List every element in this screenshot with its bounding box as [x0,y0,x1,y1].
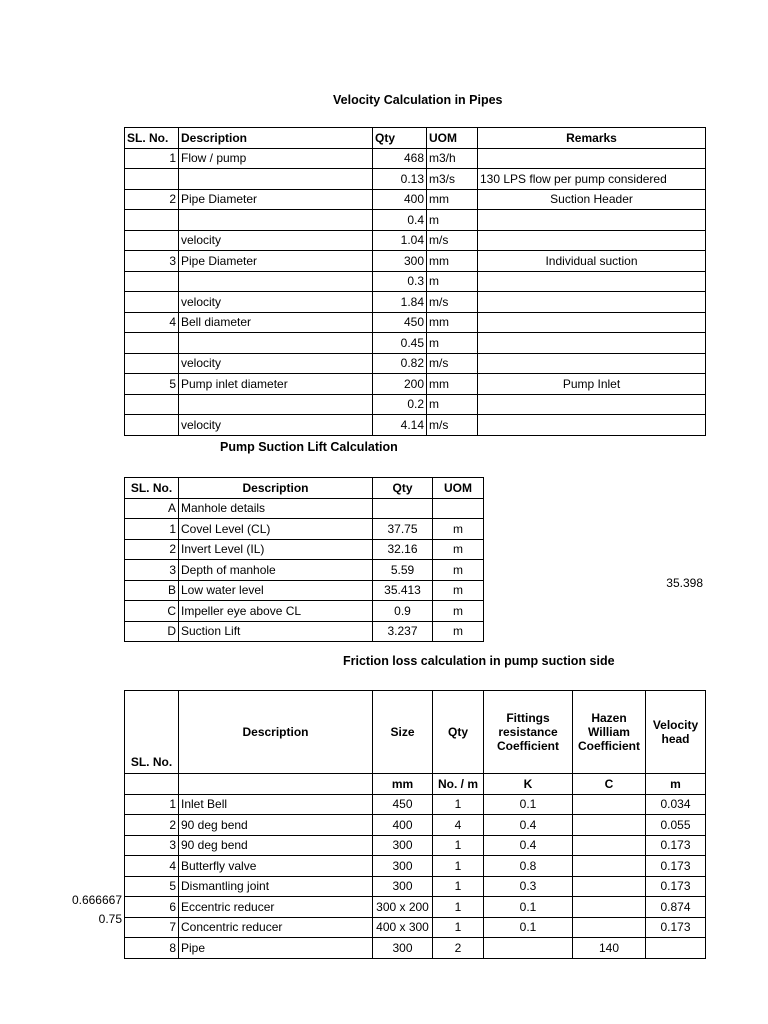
col-header-sl: SL. No. [125,478,179,499]
table-cell: Suction Header [478,189,706,210]
table-cell: Pipe Diameter [179,189,373,210]
table-cell: 300 [373,251,427,272]
table-row [125,539,484,560]
table-cell: 0.3 [373,271,427,292]
table-cell: 0.173 [646,917,706,938]
table-cell [478,230,706,251]
table-cell: 1 [125,519,179,540]
table-cell: 400 [373,815,433,836]
table-cell [125,230,179,251]
table-cell: 300 x 200 [373,897,433,918]
table-cell: Bell diameter [179,312,373,333]
table-cell: 1.04 [373,230,427,251]
table-row [125,333,706,354]
table-cell [433,498,484,519]
table-row [125,835,706,856]
unit-cell: No. / m [433,774,484,795]
unit-cell: m [646,774,706,795]
table-row [125,415,706,436]
table-row [125,498,484,519]
unit-cell: C [573,774,646,795]
col-header-qty: Qty [433,691,484,774]
table-cell: 0.1 [484,794,573,815]
table-cell: 0.3 [484,876,573,897]
table-cell [478,312,706,333]
table-cell: 2 [125,189,179,210]
table-cell: m [427,210,478,231]
table-cell: m [433,580,484,601]
table-cell: B [125,580,179,601]
table-cell: m/s [427,353,478,374]
table-cell: m [433,621,484,642]
table-cell: 450 [373,794,433,815]
table-cell: 140 [573,938,646,959]
table-cell: 400 x 300 [373,917,433,938]
col-header-remarks: Remarks [478,128,706,149]
table-cell: 35.413 [373,580,433,601]
table-cell: 0.8 [484,856,573,877]
table-cell: 5 [125,374,179,395]
table-row [125,794,706,815]
table-cell: Flow / pump [179,148,373,169]
table-row [125,519,484,540]
col-header-qty: Qty [373,128,427,149]
table-cell [478,292,706,313]
table-cell: Pump Inlet [478,374,706,395]
table-cell: 1 [125,794,179,815]
table-cell: 0.173 [646,876,706,897]
friction-units-row [125,774,706,795]
table-cell: 0.4 [484,835,573,856]
table-cell [646,938,706,959]
table-cell [573,917,646,938]
table-cell: 4 [433,815,484,836]
table-cell: 1 [433,876,484,897]
table-row [125,897,706,918]
table-cell: 4.14 [373,415,427,436]
table-cell: 0.4 [373,210,427,231]
table-cell: C [125,601,179,622]
velocity-title: Velocity Calculation in Pipes [333,93,503,107]
col-header-uom: UOM [433,478,484,499]
table-cell: mm [427,251,478,272]
col-header-description: Description [179,691,373,774]
table-cell: 5 [125,876,179,897]
table-cell [478,394,706,415]
table-cell: 0.173 [646,856,706,877]
table-cell: 0.874 [646,897,706,918]
table-cell: D [125,621,179,642]
table-cell [478,271,706,292]
table-cell: 130 LPS flow per pump considered [478,169,706,190]
table-cell [573,794,646,815]
table-cell [573,897,646,918]
unit-cell [125,774,179,795]
table-row [125,312,706,333]
table-cell: Pump inlet diameter [179,374,373,395]
table-cell [179,394,373,415]
table-cell [125,333,179,354]
table-row [125,353,706,374]
table-cell: Invert Level (IL) [179,539,373,560]
table-cell: m [427,333,478,354]
unit-cell: K [484,774,573,795]
table-cell: 0.173 [646,835,706,856]
friction-table [124,690,706,959]
table-cell: 4 [125,856,179,877]
table-cell: 1 [433,897,484,918]
table-cell: m/s [427,230,478,251]
table-row [125,580,484,601]
table-row [125,938,706,959]
table-cell [125,169,179,190]
table-cell [179,210,373,231]
unit-cell [179,774,373,795]
table-cell: A [125,498,179,519]
table-cell: Covel Level (CL) [179,519,373,540]
table-row [125,148,706,169]
suction-lift-table [124,477,484,642]
low-water-side-value: 35.398 [666,576,703,590]
table-cell: Manhole details [179,498,373,519]
friction-title: Friction loss calculation in pump suction side [343,654,615,668]
table-cell: 1 [433,794,484,815]
table-cell: 5.59 [373,560,433,581]
table-cell: 90 deg bend [179,835,373,856]
table-row [125,230,706,251]
table-cell [125,292,179,313]
table-cell: 300 [373,856,433,877]
table-cell: m [433,519,484,540]
table-cell [478,333,706,354]
table-cell: m [427,394,478,415]
table-cell: 0.4 [484,815,573,836]
table-cell: Individual suction [478,251,706,272]
table-cell: 3 [125,251,179,272]
table-row [125,394,706,415]
table-cell: 3 [125,560,179,581]
col-header-qty: Qty [373,478,433,499]
table-cell [573,876,646,897]
table-cell: 2 [433,938,484,959]
table-row [125,169,706,190]
table-cell: m/s [427,292,478,313]
table-row [125,210,706,231]
table-cell: 32.16 [373,539,433,560]
table-cell: Depth of manhole [179,560,373,581]
table-cell: 300 [373,938,433,959]
table-cell: 450 [373,312,427,333]
table-cell [573,815,646,836]
col-header-velocity-head: Velocity head [646,691,706,774]
table-cell: velocity [179,230,373,251]
table-cell [478,148,706,169]
table-cell: Pipe Diameter [179,251,373,272]
col-header-description: Description [179,478,373,499]
table-cell: 1 [433,917,484,938]
table-cell [478,210,706,231]
table-cell: Low water level [179,580,373,601]
table-row [125,374,706,395]
table-cell: 300 [373,835,433,856]
side-value: 0.666667 [71,892,122,907]
table-cell: 200 [373,374,427,395]
table-cell: mm [427,312,478,333]
table-cell: 3 [125,835,179,856]
table-cell [179,169,373,190]
table-cell [478,415,706,436]
table-cell: mm [427,374,478,395]
side-value: 0.75 [98,912,122,926]
table-cell [478,353,706,374]
table-cell: 300 [373,876,433,897]
table-row [125,876,706,897]
table-cell [179,333,373,354]
table-cell: Pipe [179,938,373,959]
table-cell: 0.1 [484,897,573,918]
table-cell: 37.75 [373,519,433,540]
table-row [125,856,706,877]
table-row [125,601,484,622]
table-row [125,189,706,210]
col-header-fittings-coefficient: Fittings resistance Coefficient [484,691,573,774]
table-cell [125,210,179,231]
table-row [125,292,706,313]
table-cell: 0.2 [373,394,427,415]
table-cell [573,835,646,856]
table-cell [125,353,179,374]
table-cell: Concentric reducer [179,917,373,938]
table-row [125,251,706,272]
col-header-uom: UOM [427,128,478,149]
table-cell: m3/s [427,169,478,190]
table-cell: Impeller eye above CL [179,601,373,622]
table-cell: Inlet Bell [179,794,373,815]
table-cell: 0.13 [373,169,427,190]
table-cell: Butterfly valve [179,856,373,877]
suction-lift-title: Pump Suction Lift Calculation [220,440,398,454]
table-cell: 6 [125,897,179,918]
table-cell: 2 [125,815,179,836]
table-cell: m [433,601,484,622]
unit-cell: mm [373,774,433,795]
suction-header-row [125,478,484,499]
table-cell: 1 [433,835,484,856]
table-cell: 0.055 [646,815,706,836]
table-cell: 1 [433,856,484,877]
table-cell: 400 [373,189,427,210]
table-cell: 0.45 [373,333,427,354]
table-cell: 90 deg bend [179,815,373,836]
table-cell: velocity [179,292,373,313]
table-cell [373,498,433,519]
col-header-sl: SL. No. [125,128,179,149]
table-cell: 0.034 [646,794,706,815]
table-cell: 468 [373,148,427,169]
table-cell: velocity [179,415,373,436]
table-cell: m/s [427,415,478,436]
table-row [125,621,484,642]
col-header-sl: SL. No. [125,691,179,774]
table-cell: 2 [125,539,179,560]
table-cell: Suction Lift [179,621,373,642]
col-header-size: Size [373,691,433,774]
table-cell: 1.84 [373,292,427,313]
col-header-description: Description [179,128,373,149]
table-cell [125,415,179,436]
table-cell: m [433,560,484,581]
velocity-header-row [125,128,706,149]
table-cell: velocity [179,353,373,374]
table-cell: Eccentric reducer [179,897,373,918]
table-cell: 0.1 [484,917,573,938]
table-cell: 0.9 [373,601,433,622]
table-cell: 7 [125,917,179,938]
table-cell: 3.237 [373,621,433,642]
table-row [125,815,706,836]
friction-header-row [125,691,706,774]
col-header-hazen-coefficient: Hazen William Coefficient [573,691,646,774]
table-cell: Dismantling joint [179,876,373,897]
table-cell [573,856,646,877]
table-row [125,271,706,292]
table-cell: 0.82 [373,353,427,374]
table-cell [125,394,179,415]
table-cell: m [433,539,484,560]
table-cell: 1 [125,148,179,169]
table-cell: m3/h [427,148,478,169]
table-cell: 4 [125,312,179,333]
table-cell: mm [427,189,478,210]
table-cell [125,271,179,292]
table-row [125,917,706,938]
table-cell [179,271,373,292]
table-cell: m [427,271,478,292]
velocity-table [124,127,706,436]
table-row [125,560,484,581]
table-cell: 8 [125,938,179,959]
table-cell [484,938,573,959]
